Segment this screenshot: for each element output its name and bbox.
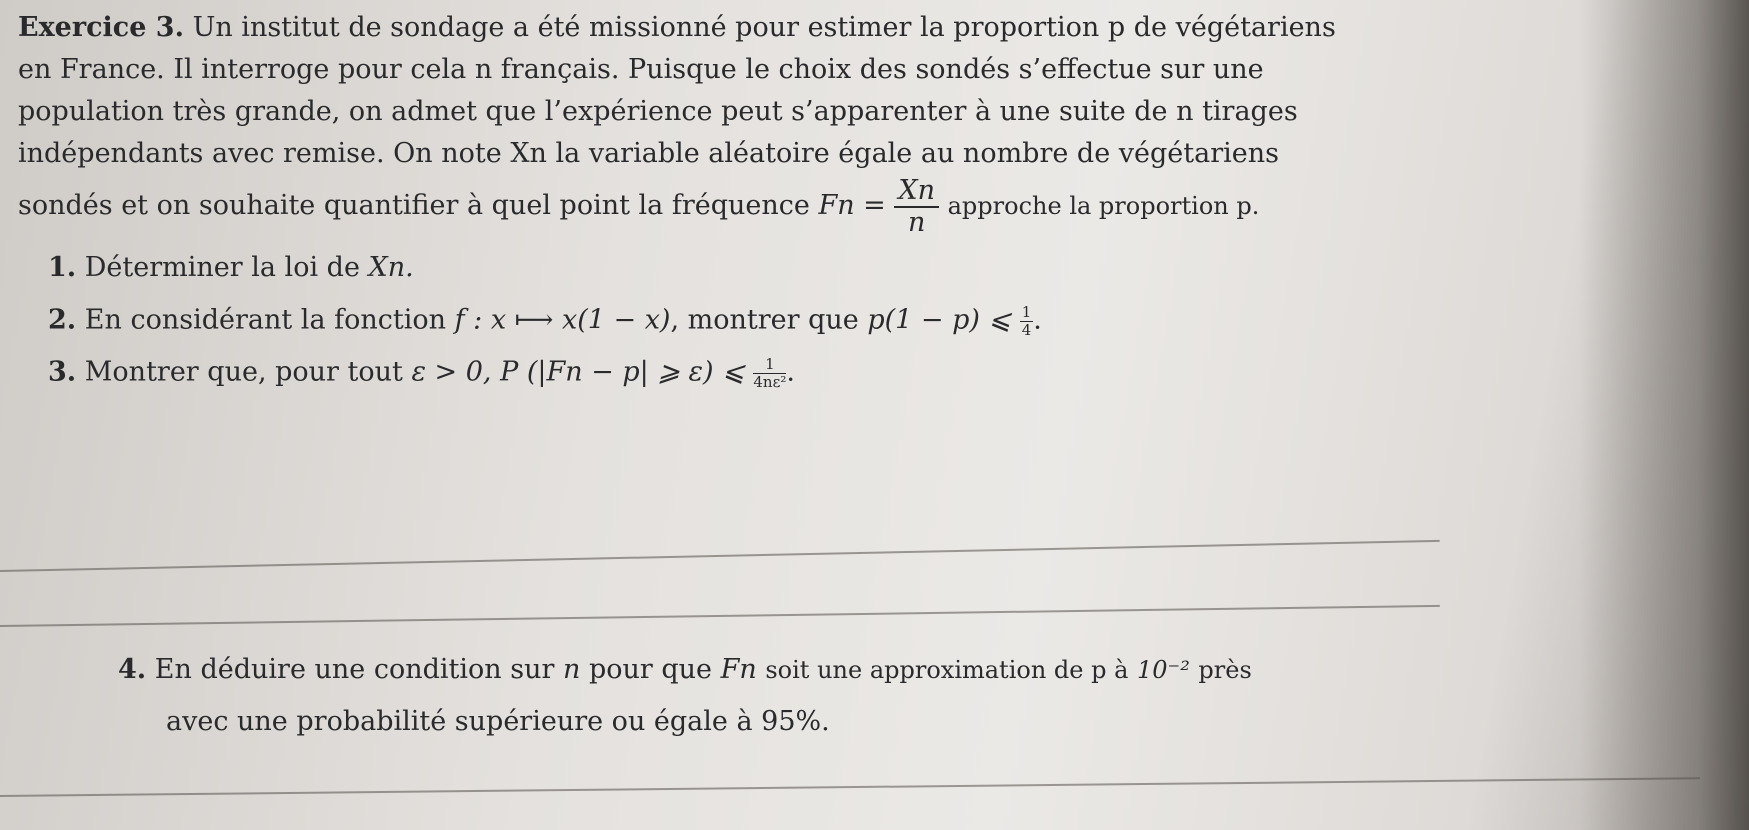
- intro-line-3: population très grande, on admet que l’expérience peut s’apparenter à une suite de n tirages: [18, 96, 1298, 127]
- fraction-inequality-bound: [753, 356, 786, 390]
- ruled-line: [0, 777, 1700, 797]
- fraction-xn-over-n: [894, 176, 939, 237]
- ruled-line: [0, 540, 1440, 572]
- question-4-line-2: avec une probabilité supérieure ou égale à 95%.: [166, 706, 830, 737]
- question-4-text3: soit une approximation de p à: [765, 656, 1129, 684]
- intro-text-1: Un institut de sondage a été missionné pour estimer la proportion p de végétariens: [192, 12, 1336, 43]
- intro-line-5: [18, 176, 1259, 237]
- question-4-math3: 10⁻²: [1137, 656, 1190, 684]
- fraction-one-quarter: [1020, 304, 1034, 338]
- question-4-text: En déduire une condition sur: [154, 654, 555, 685]
- question-3-number: 3.: [48, 356, 77, 388]
- frac-denominator: n: [908, 206, 926, 238]
- question-4-math: n: [562, 654, 581, 685]
- question-1-math: Xn.: [368, 252, 414, 283]
- question-4-text4: près: [1198, 656, 1252, 684]
- frac-numerator: 1: [1021, 303, 1032, 321]
- frac-denominator: 4: [1021, 320, 1032, 339]
- intro-line-1: [18, 12, 1336, 43]
- question-4-number: 4.: [118, 654, 147, 685]
- frac-numerator: 1: [753, 356, 786, 374]
- question-2-text: En considérant la fonction: [84, 304, 447, 336]
- fn-lhs: Fn =: [818, 190, 886, 222]
- question-4-math2: Fn: [720, 654, 757, 685]
- intro-text-5b: approche la proportion p.: [947, 192, 1260, 221]
- question-2: 2. En considérant la fonction f : x ⟼ x(1 − x), montrer que p(1 − p) ⩽ $\frac{1}{4}$ .: [48, 303, 1042, 339]
- question-1: [48, 252, 414, 283]
- ruled-line: [0, 605, 1440, 627]
- question-3-math: ε > 0, P (|Fn − p| ⩾ ε) ⩽: [411, 356, 745, 388]
- intro-line-2: en France. Il interroge pour cela n français. Puisque le choix des sondés s’effectue sur une: [18, 54, 1264, 85]
- question-4: [118, 654, 1252, 685]
- question-2-number: 2.: [48, 304, 77, 336]
- intro-text-5a: sondés et on souhaite quantifier à quel point la fréquence: [18, 190, 810, 222]
- question-2-math2: p(1 − p) ⩽: [867, 304, 1012, 336]
- question-2-text2: , montrer que: [670, 304, 859, 336]
- question-1-text: Déterminer la loi de: [84, 252, 360, 283]
- question-1-number: 1.: [48, 252, 77, 283]
- frac-numerator: Xn: [894, 176, 939, 208]
- question-3: 3. Montrer que, pour tout ε > 0, P (|Fn − p| ⩾ ε) ⩽ $\frac{1}{\text{4nε²}}$ .: [48, 355, 795, 391]
- exercise-heading: Exercice 3.: [18, 12, 184, 43]
- question-2-math: f : x ⟼ x(1 − x): [454, 304, 671, 336]
- question-3-text: Montrer que, pour tout: [84, 356, 403, 388]
- question-4-text2: pour que: [588, 654, 713, 685]
- frac-denominator: 4nε²: [753, 372, 787, 391]
- page-edge-shadow: [1579, 0, 1749, 830]
- intro-line-4: indépendants avec remise. On note Xn la variable aléatoire égale au nombre de végétariens: [18, 138, 1279, 169]
